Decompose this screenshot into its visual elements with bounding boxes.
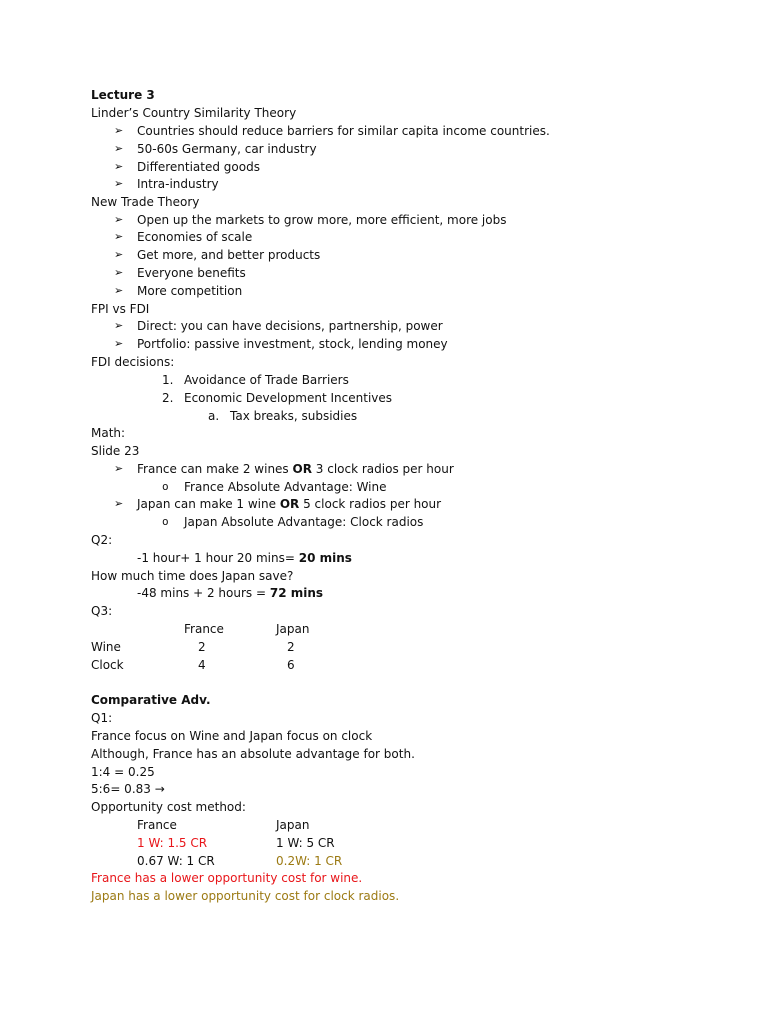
arrow-bullet-icon: ➢ <box>114 284 124 297</box>
q3-column-header: France <box>184 622 224 636</box>
fpi-fdi-bullet: Direct: you can have decisions, partnership, power <box>137 319 443 333</box>
arrow-bullet-icon: ➢ <box>114 497 124 510</box>
fpi-fdi-bullet: Portfolio: passive investment, stock, lending money <box>137 337 448 351</box>
arrow-bullet-icon: ➢ <box>114 230 124 243</box>
linder-bullet: Differentiated goods <box>137 160 260 174</box>
arrow-bullet-icon: ➢ <box>114 337 124 350</box>
or-emphasis: OR <box>292 462 312 476</box>
comparative-text: France focus on Wine and Japan focus on clock <box>91 729 373 743</box>
linder-bullet: Intra-industry <box>137 177 219 191</box>
q3-cell: 2 <box>287 640 295 654</box>
japan-cost-cell: 1 W: 5 CR <box>276 836 335 850</box>
arrow-bullet-icon: ➢ <box>114 213 124 226</box>
france-production-text: 3 clock radios per hour <box>311 462 454 476</box>
arrow-bullet-icon: ➢ <box>114 248 124 261</box>
arrow-bullet-icon: ➢ <box>114 462 124 475</box>
method-heading: Opportunity cost method: <box>91 800 246 814</box>
comparative-heading: Comparative Adv. <box>91 693 211 707</box>
new-trade-bullet: More competition <box>137 284 243 298</box>
circle-bullet-icon: o <box>162 480 169 493</box>
new-trade-heading: New Trade Theory <box>91 195 200 209</box>
q2-question: How much time does Japan save? <box>91 569 294 583</box>
q2-calc-result: 20 mins <box>298 551 352 565</box>
q2-calculation <box>137 584 323 602</box>
q3-cell: 6 <box>287 658 295 672</box>
france-cost-cell: 0.67 W: 1 CR <box>137 854 215 868</box>
fdi-decision-item: Avoidance of Trade Barriers <box>184 373 349 387</box>
method-column-header: France <box>137 818 177 832</box>
linder-bullet: 50-60s Germany, car industry <box>137 142 317 156</box>
comparative-text: Although, France has an absolute advantage for both. <box>91 747 415 761</box>
list-number: 1. <box>162 373 174 387</box>
new-trade-bullet: Open up the markets to grow more, more efficient, more jobs <box>137 213 507 227</box>
q3-cell: 4 <box>198 658 206 672</box>
list-letter: a. <box>208 409 220 423</box>
new-trade-bullet: Get more, and better products <box>137 248 321 262</box>
japan-conclusion: Japan has a lower opportunity cost for clock radios. <box>91 889 400 903</box>
q3-cell: 2 <box>198 640 206 654</box>
slide-reference: Slide 23 <box>91 444 140 458</box>
japan-production-text: Japan can make 1 wine <box>137 497 280 511</box>
q2-calc-text: -1 hour+ 1 hour 20 mins= <box>137 551 299 565</box>
fdi-subitem: Tax breaks, subsidies <box>230 409 358 423</box>
fpi-fdi-heading: FPI vs FDI <box>91 302 150 316</box>
france-advantage: France Absolute Advantage: Wine <box>184 480 387 494</box>
q2-calc-result: 72 mins <box>269 586 324 600</box>
method-column-header: Japan <box>276 818 310 832</box>
japan-advantage: Japan Absolute Advantage: Clock radios <box>184 515 424 529</box>
q2-calc-text: -48 mins + 2 hours = <box>137 586 270 600</box>
france-production-text: France can make 2 wines <box>137 462 293 476</box>
q2-label: Q2: <box>91 533 113 547</box>
q3-column-header: Japan <box>276 622 310 636</box>
japan-production-text: 5 clock radios per hour <box>299 497 442 511</box>
arrow-bullet-icon: ➢ <box>114 319 124 332</box>
linder-bullet: Countries should reduce barriers for similar capita income countries. <box>137 124 550 138</box>
japan-production-line <box>137 495 441 513</box>
list-number: 2. <box>162 391 174 405</box>
france-conclusion: France has a lower opportunity cost for wine. <box>91 871 363 885</box>
japan-cost-cell: 0.2W: 1 CR <box>276 854 343 868</box>
lecture-title: Lecture 3 <box>91 88 155 102</box>
ratio-text: 5:6= 0.83 <box>91 782 155 796</box>
fdi-decisions-heading: FDI decisions: <box>91 355 175 369</box>
arrow-bullet-icon: ➢ <box>114 142 124 155</box>
linder-heading: Linder’s Country Similarity Theory <box>91 106 297 120</box>
q3-row-label: Clock <box>91 658 124 672</box>
france-cost-cell: 1 W: 1.5 CR <box>137 836 208 850</box>
arrow-bullet-icon: ➢ <box>114 160 124 173</box>
q1-label: Q1: <box>91 711 113 725</box>
arrow-bullet-icon: ➢ <box>114 177 124 190</box>
circle-bullet-icon: o <box>162 515 169 528</box>
right-arrow-icon: → <box>154 782 165 796</box>
ratio-line: 1:4 = 0.25 <box>91 765 155 779</box>
new-trade-bullet: Economies of scale <box>137 230 253 244</box>
new-trade-bullet: Everyone benefits <box>137 266 246 280</box>
arrow-bullet-icon: ➢ <box>114 266 124 279</box>
q3-label: Q3: <box>91 604 113 618</box>
fdi-decision-item: Economic Development Incentives <box>184 391 393 405</box>
q2-calculation <box>137 549 352 567</box>
q3-row-label: Wine <box>91 640 121 654</box>
ratio-line <box>91 780 165 798</box>
arrow-bullet-icon: ➢ <box>114 124 124 137</box>
france-production-line <box>137 460 454 478</box>
math-heading: Math: <box>91 426 126 440</box>
or-emphasis: OR <box>279 497 300 511</box>
